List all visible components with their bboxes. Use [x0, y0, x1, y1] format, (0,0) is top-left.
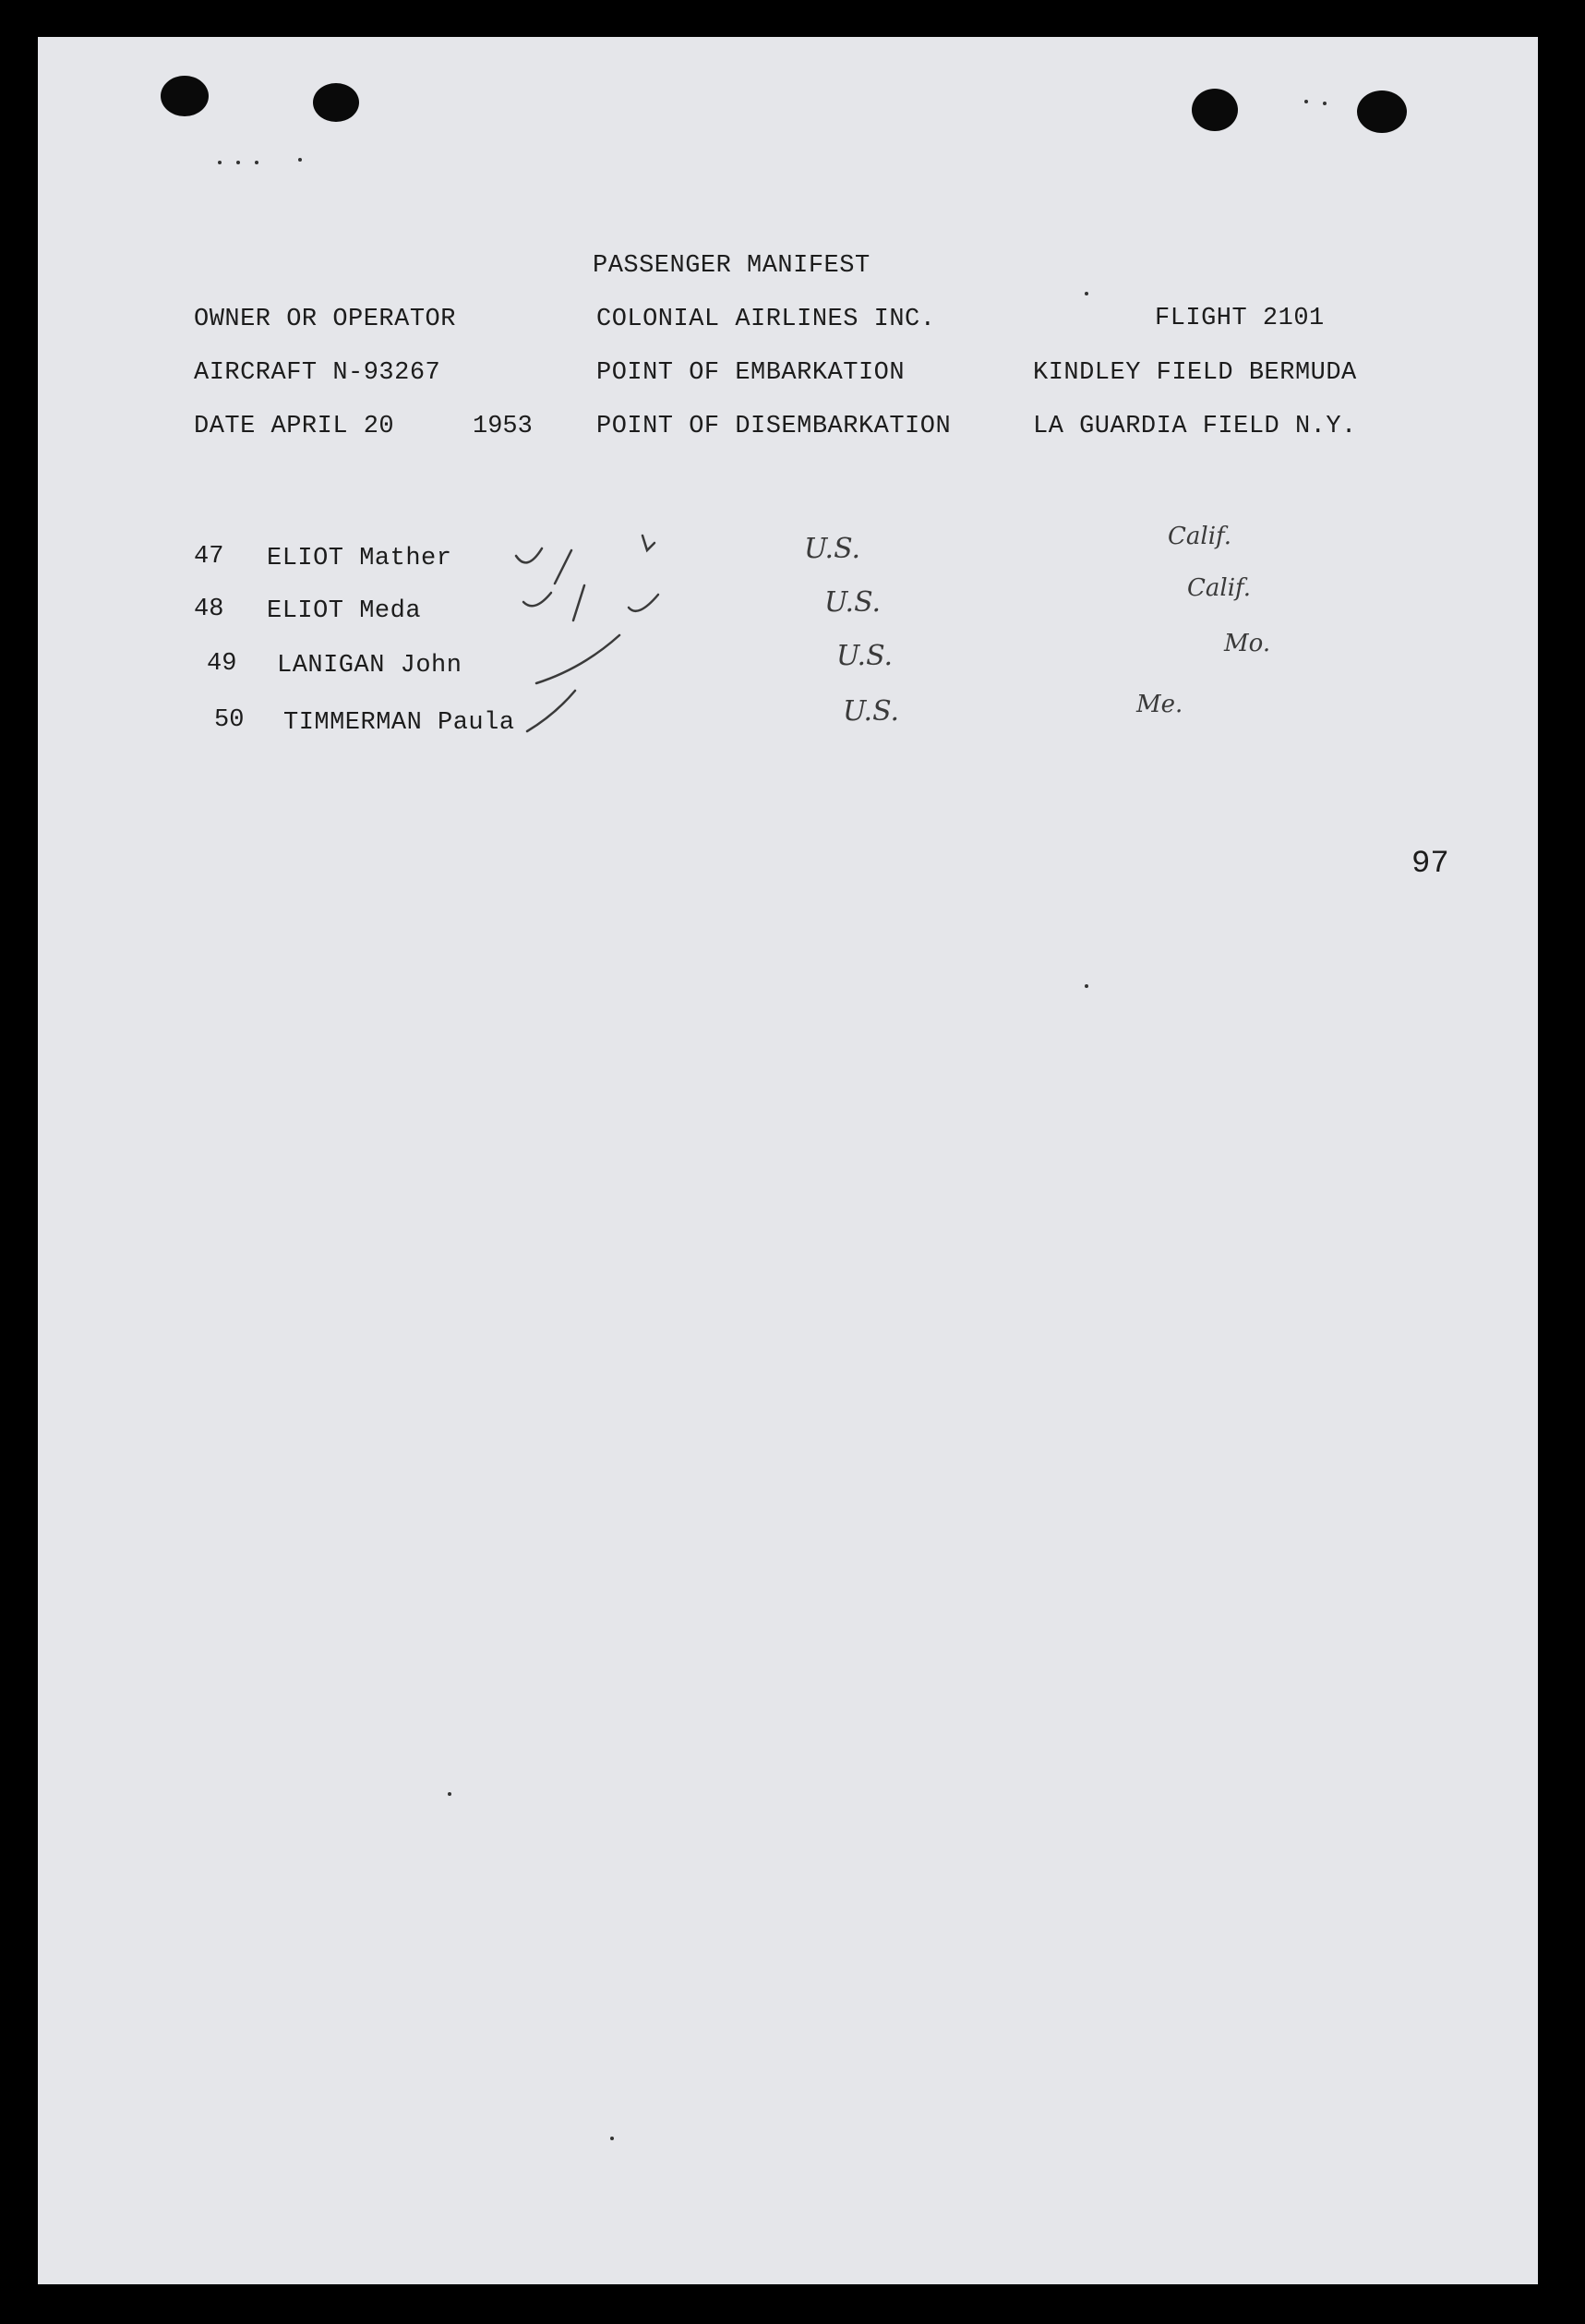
disembarkation-value: LA GUARDIA FIELD N.Y. — [1033, 413, 1357, 440]
passenger-state: Mo. — [1224, 630, 1271, 657]
page-number: 97 — [1411, 847, 1449, 882]
manifest-page — [38, 37, 1538, 2284]
passenger-citizenship: U.S. — [804, 533, 861, 565]
passenger-state: Calif. — [1168, 523, 1231, 550]
passenger-name: TIMMERMAN Paula — [283, 709, 515, 737]
date-year: 1953 — [473, 413, 533, 440]
embarkation-label: POINT OF EMBARKATION — [596, 359, 906, 387]
manifest-title: PASSENGER MANIFEST — [593, 252, 871, 280]
owner-label: OWNER OR OPERATOR — [194, 306, 456, 333]
passenger-state: Calif. — [1187, 574, 1251, 602]
passenger-name: LANIGAN John — [277, 652, 462, 680]
passenger-number: 47 — [194, 543, 224, 571]
passenger-name: ELIOT Meda — [267, 597, 422, 625]
disembarkation-label: POINT OF DISEMBARKATION — [596, 413, 952, 440]
owner-value: COLONIAL AIRLINES INC. — [596, 306, 936, 333]
passenger-state: Me. — [1136, 691, 1183, 718]
passenger-citizenship: U.S. — [836, 640, 894, 672]
passenger-number: 49 — [207, 650, 237, 678]
embarkation-value: KINDLEY FIELD BERMUDA — [1033, 359, 1357, 387]
date-label: DATE APRIL 20 — [194, 413, 395, 440]
passenger-number: 48 — [194, 596, 224, 623]
aircraft-registration: AIRCRAFT N-93267 — [194, 359, 441, 387]
passenger-name: ELIOT Mather — [267, 545, 452, 572]
passenger-citizenship: U.S. — [843, 695, 900, 728]
flight-number: FLIGHT 2101 — [1155, 305, 1325, 332]
handwritten-check-marks — [38, 37, 1538, 2284]
passenger-number: 50 — [214, 706, 245, 734]
passenger-citizenship: U.S. — [824, 586, 882, 619]
